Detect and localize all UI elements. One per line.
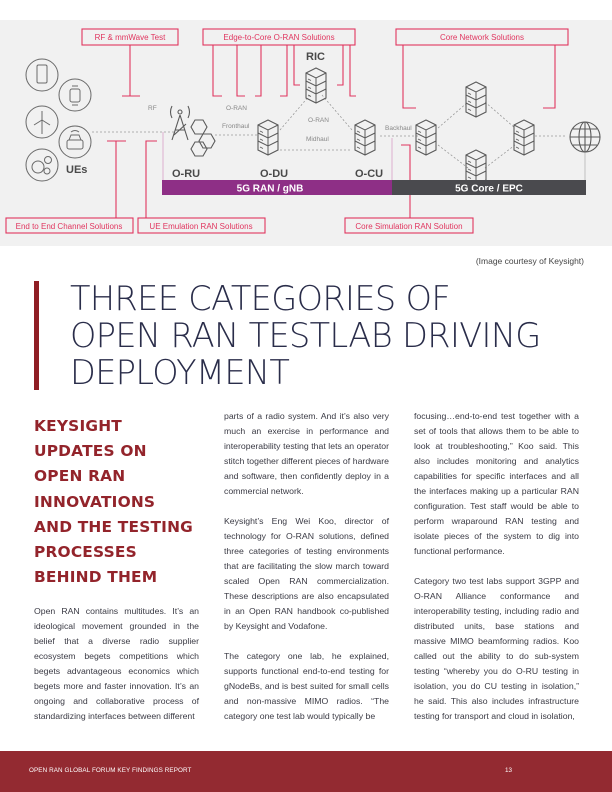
body-paragraph: Category two test labs support 3GPP and O-RAN Alliance conformance and interoperability testing, including radio and distributed units, base stations and massive MIMO beamforming radios. Koo called out the ability to do sub-system testing “whereby you do O-RU testing in isolation, you do CU testing in isolation,” he said. This also includes infrastructure testing for transport and cloud in isolation,	[414, 576, 579, 721]
report-name: OPEN RAN GLOBAL FORUM KEY FINDINGS REPORT	[29, 767, 192, 774]
core-server-icon	[466, 150, 486, 185]
edge-to-core-box: Edge-to-Core O-RAN Solutions	[223, 33, 335, 42]
core-bar-label: 5G Core / EPC	[455, 183, 523, 195]
backhaul-label: Backhaul	[385, 125, 412, 132]
subhead-line: KEYSIGHT	[34, 417, 123, 435]
fronthaul-label: Fronthaul	[222, 123, 250, 130]
rf-mmwave-test-box: RF & mmWave Test	[94, 33, 166, 42]
ues-label: UEs	[66, 164, 88, 176]
image-caption: (Image courtesy of Keysight)	[475, 256, 584, 266]
oran-link-label: O-RAN	[226, 105, 247, 112]
ran-bar-label: 5G RAN / gNB	[236, 183, 304, 195]
body-paragraph: Keysight’s Eng Wei Koo, director of technology for O-RAN solutions, defined three categories of testing environments that are facilitating the slow march toward scaled Open RAN commercialization. These descriptions are also encapsulated in an Open RAN handbook co-published by Keysight and Vodafone.	[224, 516, 389, 631]
ocu-server-icon	[355, 120, 375, 155]
title-line: OPEN RAN TESTLAB DRIVING	[70, 316, 541, 355]
odu-server-icon	[258, 120, 278, 155]
page-footer	[0, 751, 612, 792]
oru-label: O-RU	[172, 168, 201, 180]
internet-globe-icon	[570, 122, 600, 152]
article-subhead	[34, 414, 204, 590]
body-paragraph: Open RAN contains multitudes. It’s an ideological movement grounded in the belief that a diverse radio supplier ecosystem begets competitions which begets advantageous economics which begets more and faster innovation. It’s an ongoing and collaborative process of standardizing interfaces between different	[34, 606, 199, 721]
oran-architecture-diagram	[0, 20, 612, 246]
subhead-line: INNOVATIONS	[34, 492, 156, 511]
ric-label: RIC	[306, 51, 325, 63]
midhaul-label: Midhaul	[306, 136, 329, 143]
body-column-2	[224, 409, 389, 724]
core-server-icon	[514, 120, 534, 155]
subhead-line: OPEN RAN	[34, 467, 126, 486]
core-server-icon	[466, 82, 486, 117]
ocu-label: O-CU	[355, 168, 384, 180]
ric-server-icon	[306, 68, 326, 103]
body-paragraph: The category one lab, he explained, supports functional end-to-end testing for gNodeBs, and is best suited for small cells and non-massive MIMO radios. “The category one test lab would typically be	[224, 651, 389, 721]
ue-emulation-box: UE Emulation RAN Solutions	[149, 222, 253, 231]
page-number: 13	[504, 767, 512, 774]
end-to-end-channel-box: End to End Channel Solutions	[15, 222, 123, 231]
body-column-3	[414, 409, 579, 724]
rf-link-label: RF	[148, 105, 157, 112]
subhead-line: AND THE TESTING	[34, 517, 194, 536]
body-column-1	[34, 604, 199, 724]
subhead-line: UPDATES ON	[34, 442, 147, 461]
odu-label: O-DU	[260, 168, 289, 180]
subhead-line: BEHIND THEM	[34, 568, 158, 587]
title-line: DEPLOYMENT	[70, 353, 290, 392]
oran-mid-label: O-RAN	[308, 117, 329, 124]
subhead-line: PROCESSES	[34, 543, 137, 562]
body-paragraph: focusing…end-to-end test together with a set of tools that allows them to be able to look at troubleshooting,” Koo said. This also includes monitoring and analytics capabilities for specific interfaces and all the interfaces making up a particular RAN configuration. Test staff would be able to perform wraparound RAN testing and isolate pieces of the system to dig into functional performance.	[414, 411, 579, 556]
core-simulation-box: Core Simulation RAN Solution	[355, 222, 463, 231]
page-title	[70, 280, 590, 391]
core-network-box: Core Network Solutions	[439, 33, 525, 42]
title-accent-bar	[34, 281, 39, 390]
title-line: THREE CATEGORIES OF	[70, 279, 451, 318]
body-paragraph: parts of a radio system. And it’s also very much an exercise in performance and interoperability testing that lets an operator stitch together different pieces of hardware and software, then confidently deploy in a commercial network.	[224, 411, 389, 496]
core-server-icon	[416, 120, 436, 155]
